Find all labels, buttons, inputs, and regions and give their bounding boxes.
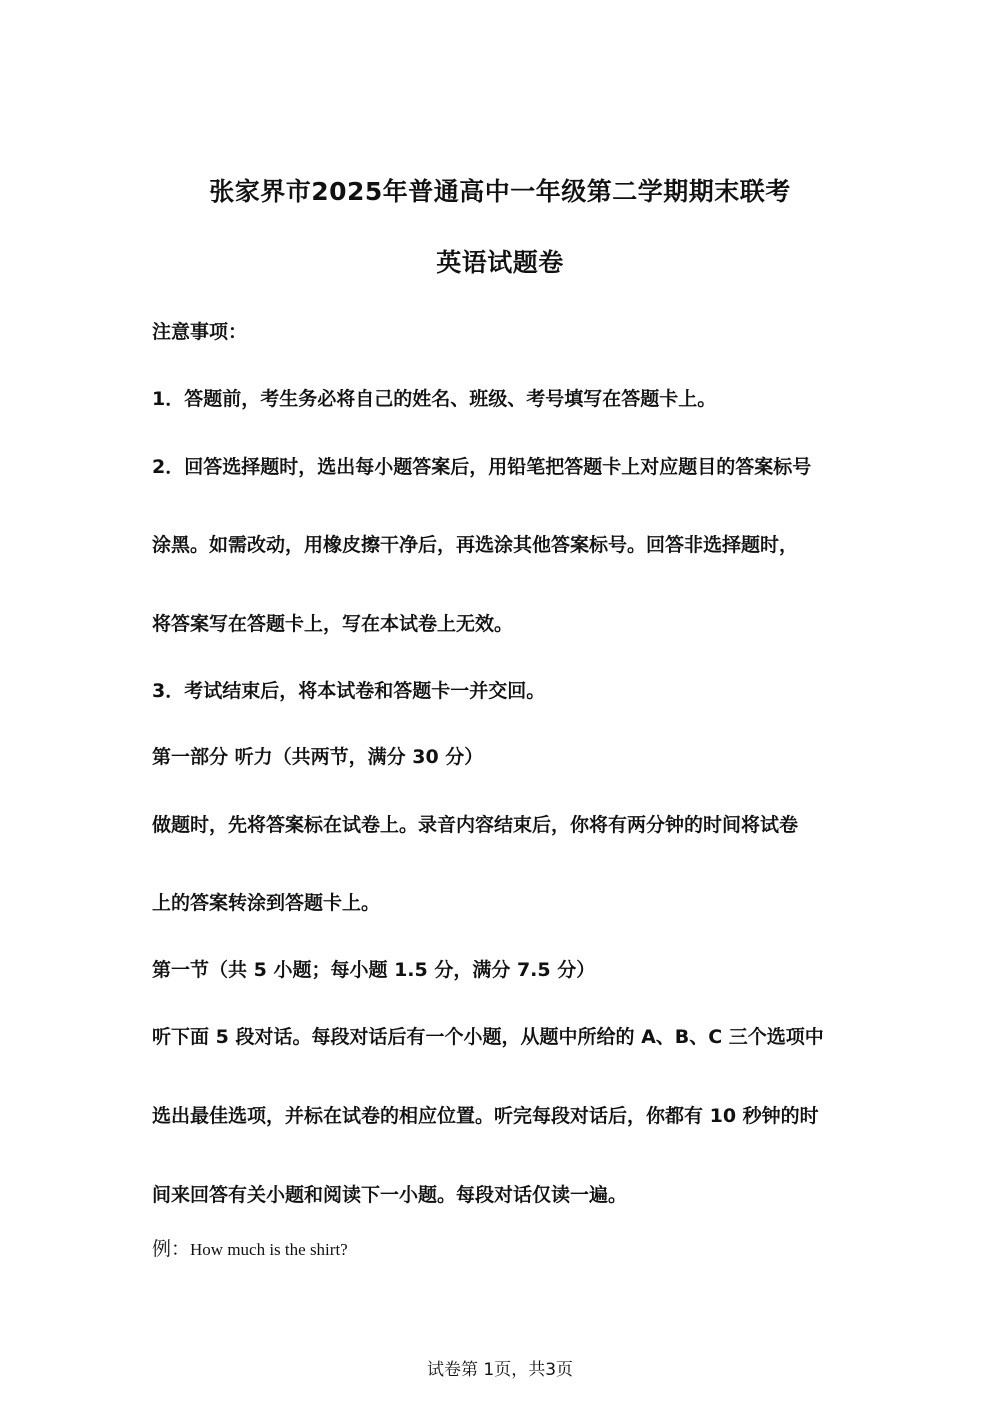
notice-item-2-line-2: 涂黑。如需改动，用橡皮擦干净后，再选涂其他答案标号。回答非选择题时，: [152, 534, 799, 556]
example-question: How much is the shirt?: [190, 1240, 348, 1259]
example-line: [152, 1234, 348, 1261]
part-one-heading: 第一部分 听力（共两节，满分 30 分）: [152, 746, 484, 768]
section-one-instruction-line-3: 间来回答有关小题和阅读下一小题。每段对话仅读一遍。: [152, 1184, 628, 1206]
notice-item-2-line-3: 将答案写在答题卡上，写在本试卷上无效。: [152, 613, 514, 635]
example-label: 例：: [152, 1238, 191, 1260]
part-one-instruction-line-1: 做题时，先将答案标在试卷上。录音内容结束后，你将有两分钟的时间将试卷: [152, 814, 799, 836]
section-one-instruction-line-2: 选出最佳选项，并标在试卷的相应位置。听完每段对话后，你都有 10 秒钟的时: [152, 1105, 819, 1127]
notice-item-1: 1．答题前，考生务必将自己的姓名、班级、考号填写在答题卡上。: [152, 388, 717, 410]
notice-item-3: 3．考试结束后，将本试卷和答题卡一并交回。: [152, 680, 546, 702]
section-one-instruction-line-1: 听下面 5 段对话。每段对话后有一个小题，从题中所给的 A、B、C 三个选项中: [152, 1026, 824, 1048]
exam-title: 张家界市2025年普通高中一年级第二学期期末联考: [209, 177, 791, 206]
page-footer: 试卷第 1页，共3页: [426, 1360, 574, 1380]
exam-subtitle: 英语试题卷: [436, 248, 564, 277]
section-one-heading: 第一节（共 5 小题；每小题 1.5 分，满分 7.5 分）: [152, 959, 596, 981]
notice-heading: 注意事项：: [152, 321, 248, 343]
notice-item-2-line-1: 2．回答选择题时，选出每小题答案后，用铅笔把答题卡上对应题目的答案标号: [152, 456, 812, 478]
part-one-instruction-line-2: 上的答案转涂到答题卡上。: [152, 892, 381, 914]
